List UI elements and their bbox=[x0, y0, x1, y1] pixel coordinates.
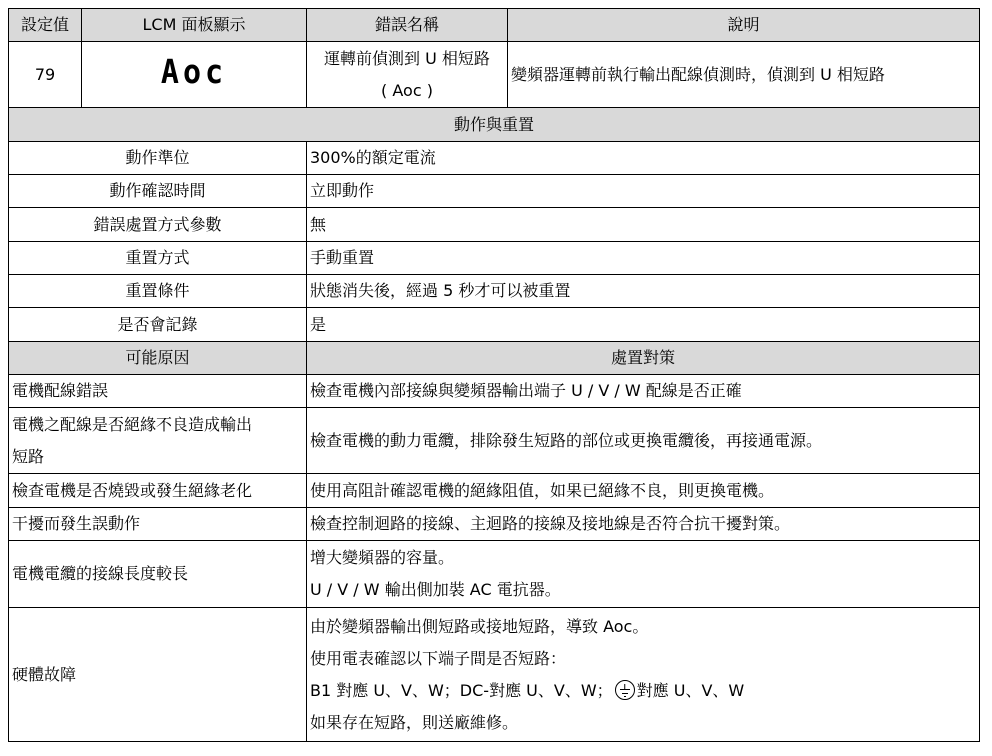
action-value: 狀態消失後，經過 5 秒才可以被重置 bbox=[307, 275, 980, 308]
cause-text bbox=[9, 408, 307, 474]
header-lcm-display: LCM 面板顯示 bbox=[82, 9, 307, 42]
lcm-display-text: Aoc bbox=[160, 52, 228, 92]
fault-table bbox=[8, 8, 980, 742]
action-value: 300%的額定電流 bbox=[307, 142, 980, 175]
action-label: 重置條件 bbox=[9, 275, 307, 308]
action-value: 手動重置 bbox=[307, 242, 980, 275]
action-value: 無 bbox=[307, 208, 980, 242]
cause-text: 硬體故障 bbox=[9, 608, 307, 742]
countermeasure-text bbox=[307, 541, 980, 608]
action-label: 是否會記錄 bbox=[9, 308, 307, 342]
countermeasure-line bbox=[310, 675, 976, 707]
cause-text: 干擾而發生誤動作 bbox=[9, 508, 307, 541]
cause-text: 電機配線錯誤 bbox=[9, 375, 307, 408]
action-label: 動作確認時間 bbox=[9, 175, 307, 208]
countermeasure-line: 由於變頻器輸出側短路或接地短路，導致 Aoc。 bbox=[310, 616, 649, 636]
countermeasure-line: 使用電表確認以下端子間是否短路： bbox=[310, 648, 567, 668]
action-value: 是 bbox=[307, 308, 980, 342]
header-setting-value: 設定值 bbox=[9, 9, 82, 42]
countermeasure-text: 使用高阻計確認電機的絕緣阻值，如果已絕緣不良，則更換電機。 bbox=[307, 474, 980, 508]
countermeasure-text bbox=[307, 608, 980, 742]
action-label: 錯誤處置方式參數 bbox=[9, 208, 307, 242]
fault-code: 79 bbox=[9, 42, 82, 108]
countermeasure-header: 處置對策 bbox=[307, 342, 980, 375]
ground-icon bbox=[615, 680, 635, 700]
cause-header: 可能原因 bbox=[9, 342, 307, 375]
countermeasure-text: 檢查電機的動力電纜，排除發生短路的部位或更換電纜後，再接通電源。 bbox=[307, 408, 980, 474]
countermeasure-line: U / V / W 輸出側加裝 AC 電抗器。 bbox=[310, 580, 561, 599]
fault-name-line2: ( Aoc ) bbox=[381, 80, 433, 100]
header-error-name: 錯誤名稱 bbox=[307, 9, 508, 42]
terminal-pairs-text: B1 對應 U、V、W；DC-對應 U、V、W； bbox=[310, 680, 613, 700]
fault-description: 變頻器運轉前執行輸出配線偵測時，偵測到 U 相短路 bbox=[508, 42, 980, 108]
action-value: 立即動作 bbox=[307, 175, 980, 208]
action-reset-title: 動作與重置 bbox=[9, 108, 980, 142]
cause-text: 檢查電機是否燒毀或發生絕緣老化 bbox=[9, 474, 307, 508]
action-label: 重置方式 bbox=[9, 242, 307, 275]
countermeasure-text: 檢查控制迴路的接線、主迴路的接線及接地線是否符合抗干擾對策。 bbox=[307, 508, 980, 541]
action-label: 動作準位 bbox=[9, 142, 307, 175]
fault-name-line1: 運轉前偵測到 U 相短路 bbox=[324, 48, 490, 68]
cause-line: 短路 bbox=[12, 446, 45, 466]
ground-pairs-text: 對應 U、V、W bbox=[636, 680, 745, 700]
countermeasure-text: 檢查電機內部接線與變頻器輸出端子 U / V / W 配線是否正確 bbox=[307, 375, 980, 408]
header-description: 說明 bbox=[508, 9, 980, 42]
cause-text: 電機電纜的接線長度較長 bbox=[9, 541, 307, 608]
countermeasure-line: 增大變頻器的容量。 bbox=[310, 548, 455, 567]
fault-name bbox=[307, 42, 508, 108]
countermeasure-line: 如果存在短路，則送廠維修。 bbox=[310, 712, 519, 732]
lcm-display-cell bbox=[82, 42, 307, 108]
cause-line: 電機之配線是否絕緣不良造成輸出 bbox=[12, 414, 253, 434]
